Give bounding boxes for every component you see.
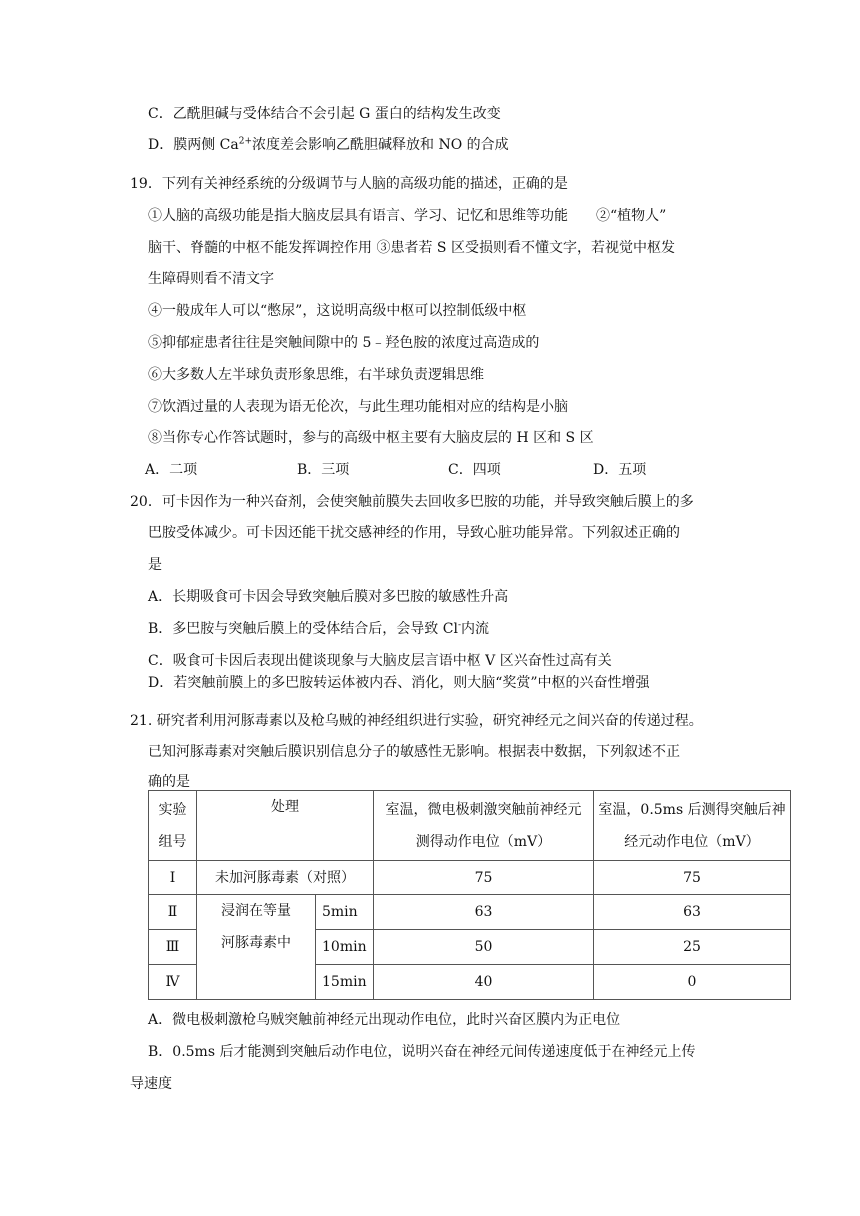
q19-statement-line: 生障碍则看不清文字 <box>148 271 274 287</box>
group-number-cell: Ⅱ <box>149 895 197 930</box>
q19-statement-line: ①人脑的高级功能是指大脑皮层具有语言、学习、记忆和思维等功能 ②“植物人” <box>148 208 667 224</box>
time-cell: 10min <box>316 930 374 965</box>
q18-option-d-text-rest: 浓度差会影响乙酰胆碱释放和 NO 的合成 <box>252 137 509 153</box>
q19-statement-6: ⑥大多数人左半球负责形象思维，右半球负责逻辑思维 <box>148 367 484 383</box>
q18-option-c: C．乙酰胆碱与受体结合不会引起 G 蛋白的结构发生改变 <box>148 106 501 122</box>
q20-option-b <box>148 619 489 639</box>
q19-statement-5: ⑤抑郁症患者往往是突触间隙中的 5﹣羟色胺的浓度过高造成的 <box>148 335 540 351</box>
q21-stem: 已知河豚毒素对突触后膜识别信息分子的敏感性无影响。根据表中数据，下列叙述不正 <box>148 744 680 760</box>
treatment-cell: 未加河豚毒素（对照） <box>197 861 374 895</box>
q21-option-b-continued: 导速度 <box>130 1076 172 1092</box>
presynaptic-value-cell: 63 <box>374 895 594 930</box>
header-presynaptic-potential: 室温，微电极刺激突触前神经元 测得动作电位（mV） <box>374 791 594 861</box>
q18-option-d-text: D．膜两侧 Ca <box>148 137 239 153</box>
table-row <box>149 895 791 930</box>
postsynaptic-value-cell: 0 <box>594 965 791 1000</box>
group-number-cell: Ⅰ <box>149 861 197 895</box>
q21-option-b: B．0.5ms 后才能测到突触后动作电位，说明兴奋在神经元间传递速度低于在神经元上传 <box>148 1044 696 1060</box>
q19-stem: 19．下列有关神经系统的分级调节与人脑的高级功能的描述，正确的是 <box>130 176 568 192</box>
q19-option-b: B．三项 <box>297 462 350 478</box>
group-number-cell: Ⅳ <box>149 965 197 1000</box>
q20-option-b-text-rest: 内流 <box>460 621 489 637</box>
q19-statement-8: ⑧当你专心作答试题时，参与的高级中枢主要有大脑皮层的 H 区和 S 区 <box>148 430 594 446</box>
q21-stem: 21. 研究者利用河豚毒素以及枪乌贼的神经组织进行实验，研究神经元之间兴奋的传递过程。 <box>130 713 703 729</box>
experiment-table <box>148 790 791 1000</box>
q19-statement-7: ⑦饮酒过量的人表现为语无伦次，与此生理功能相对应的结构是小脑 <box>148 399 568 415</box>
q20-option-a: A．长期吸食可卡因会导致突触后膜对多巴胺的敏感性升高 <box>148 589 509 605</box>
table-header-row <box>149 791 791 861</box>
q20-option-b-superscript: - <box>457 620 461 631</box>
q18-option-d <box>148 135 509 155</box>
presynaptic-value-cell: 75 <box>374 861 594 895</box>
q19-option-c: C．四项 <box>448 462 501 478</box>
q21-stem: 确的是 <box>148 774 190 790</box>
time-cell: 5min <box>316 895 374 930</box>
q20-option-c: C．吸食可卡因后表现出健谈现象与大脑皮层言语中枢 V 区兴奋性过高有关 <box>148 653 612 669</box>
header-treatment: 处理 <box>197 791 374 861</box>
q18-option-d-superscript: 2+ <box>238 136 253 147</box>
q20-option-d: D．若突触前膜上的多巴胺转运体被内吞、消化，则大脑“奖赏”中枢的兴奋性增强 <box>148 675 650 691</box>
time-cell: 15min <box>316 965 374 1000</box>
group-number-cell: Ⅲ <box>149 930 197 965</box>
q20-option-b-text: B．多巴胺与突触后膜上的受体结合后，会导致 Cl <box>148 621 458 637</box>
table-row <box>149 861 791 895</box>
q20-stem: 是 <box>148 557 162 573</box>
q19-statement-4: ④一般成年人可以“憋尿”，这说明高级中枢可以控制低级中枢 <box>148 303 527 319</box>
q19-option-a: A．二项 <box>145 462 198 478</box>
presynaptic-value-cell: 50 <box>374 930 594 965</box>
postsynaptic-value-cell: 75 <box>594 861 791 895</box>
q20-stem: 巴胺受体减少。可卡因还能干扰交感神经的作用，导致心脏功能异常。下列叙述正确的 <box>148 525 680 541</box>
q21-option-a: A．微电极刺激枪乌贼突触前神经元出现动作电位，此时兴奋区膜内为正电位 <box>148 1012 621 1028</box>
header-group-number: 实验 组号 <box>149 791 197 861</box>
q20-stem: 20．可卡因作为一种兴奋剂，会使突触前膜失去回收多巴胺的功能，并导致突触后膜上的多 <box>130 494 694 510</box>
postsynaptic-value-cell: 25 <box>594 930 791 965</box>
treatment-cell-tetrodotoxin: 浸润在等量 河豚毒素中 <box>197 895 316 1000</box>
q19-option-d: D．五项 <box>593 462 647 478</box>
q19-statement-line: 脑干、脊髓的中枢不能发挥调控作用 ③患者若 S 区受损则看不懂文字，若视觉中枢发 <box>148 240 675 256</box>
presynaptic-value-cell: 40 <box>374 965 594 1000</box>
header-postsynaptic-potential: 室温，0.5ms 后测得突触后神 经元动作电位（mV） <box>594 791 791 861</box>
postsynaptic-value-cell: 63 <box>594 895 791 930</box>
